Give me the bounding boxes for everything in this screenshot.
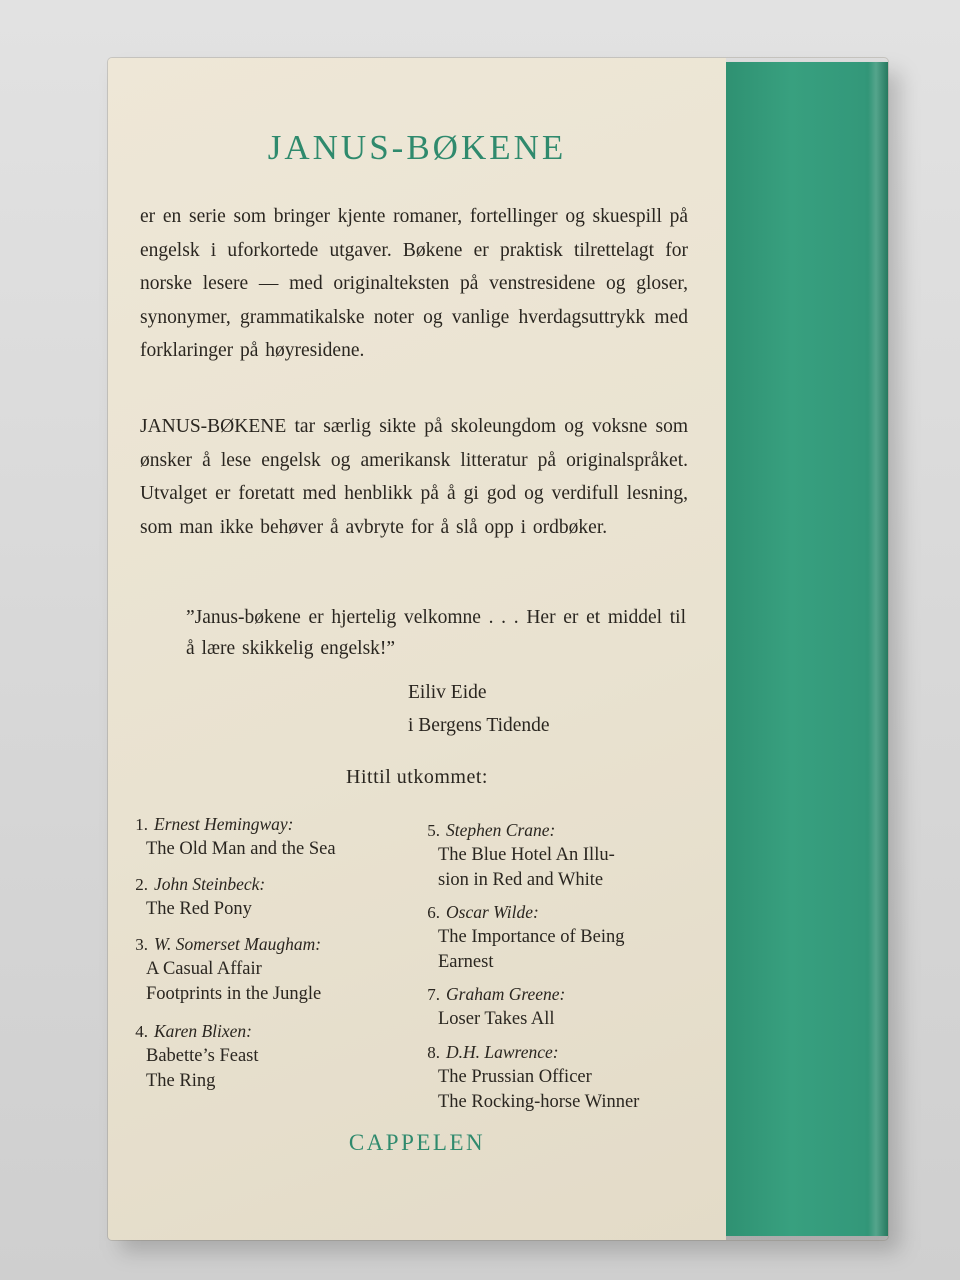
book-author: W. Somerset Maugham: <box>154 934 322 954</box>
series-title: JANUS-BØKENE <box>267 128 567 167</box>
book-title: The Blue Hotel An Illu- <box>438 845 615 865</box>
book-author: Ernest Hemingway: <box>154 814 294 834</box>
publisher-name: CAPPELEN <box>348 1130 486 1155</box>
book-title: The Old Man and the Sea <box>146 839 336 859</box>
book-author: Stephen Crane: <box>446 820 556 840</box>
book-title: The Rocking-horse Winner <box>438 1092 640 1112</box>
quote-attribution <box>408 676 550 742</box>
book-number: 2. <box>135 875 148 894</box>
intro-paragraph: er en serie som bringer kjente romaner, fortellinger og skuespill på engelsk i uforkortede utgaver. Bøkene er praktisk tilrettelagt for norske lesere — med originalteksten på venstresidene og gloser, synonymer, grammatikalske noter og vanlige hverdagsuttrykk med forklaringer på høyresidene. <box>140 206 688 361</box>
review-quote: ”Janus-bøkene er hjertelig velkomne . . . Her er et middel til å lære skikkelig engelsk!” <box>186 607 686 659</box>
book-author: D.H. Lawrence: <box>446 1042 559 1062</box>
book-author: John Steinbeck: <box>154 874 266 894</box>
green-spine <box>726 62 888 1236</box>
audience-paragraph: JANUS-BØKENE tar særlig sikte på skoleungdom og voksne som ønsker å lese engelsk og amerikansk litteratur på originalspråket. Utvalget er foretatt med henblikk på å gi god og verdifull lesning, som man ikke behøver å avbryte for å slå opp i ordbøker. <box>140 416 688 538</box>
book-author: Karen Blixen: <box>154 1021 253 1041</box>
book-number: 1. <box>135 815 148 834</box>
book-back-cover <box>108 58 888 1240</box>
book-title: The Prussian Officer <box>438 1067 592 1087</box>
book-title: Loser Takes All <box>438 1009 555 1029</box>
book-number: 5. <box>427 821 440 840</box>
book-title: The Red Pony <box>146 899 252 919</box>
book-number: 8. <box>427 1043 440 1062</box>
book-title: A Casual Affair <box>146 959 262 979</box>
book-author: Oscar Wilde: <box>446 902 539 922</box>
book-number: 6. <box>427 903 440 922</box>
quote-source: i Bergens Tidende <box>408 715 550 736</box>
published-list-heading: Hittil utkommet: <box>346 766 488 788</box>
book-title: Babette’s Feast <box>146 1046 259 1066</box>
book-title: Footprints in the Jungle <box>146 984 322 1004</box>
spine-edge <box>868 62 888 1236</box>
book-title: The Ring <box>146 1071 216 1091</box>
book-title: Earnest <box>438 952 494 972</box>
book-author: Graham Greene: <box>446 984 566 1004</box>
book-number: 4. <box>135 1022 148 1041</box>
book-title: sion in Red and White <box>438 870 604 890</box>
cover-paper <box>108 58 726 1240</box>
quote-author: Eiliv Eide <box>408 682 487 703</box>
book-number: 3. <box>135 935 148 954</box>
book-title: The Importance of Being <box>438 927 625 947</box>
book-number: 7. <box>427 985 440 1004</box>
